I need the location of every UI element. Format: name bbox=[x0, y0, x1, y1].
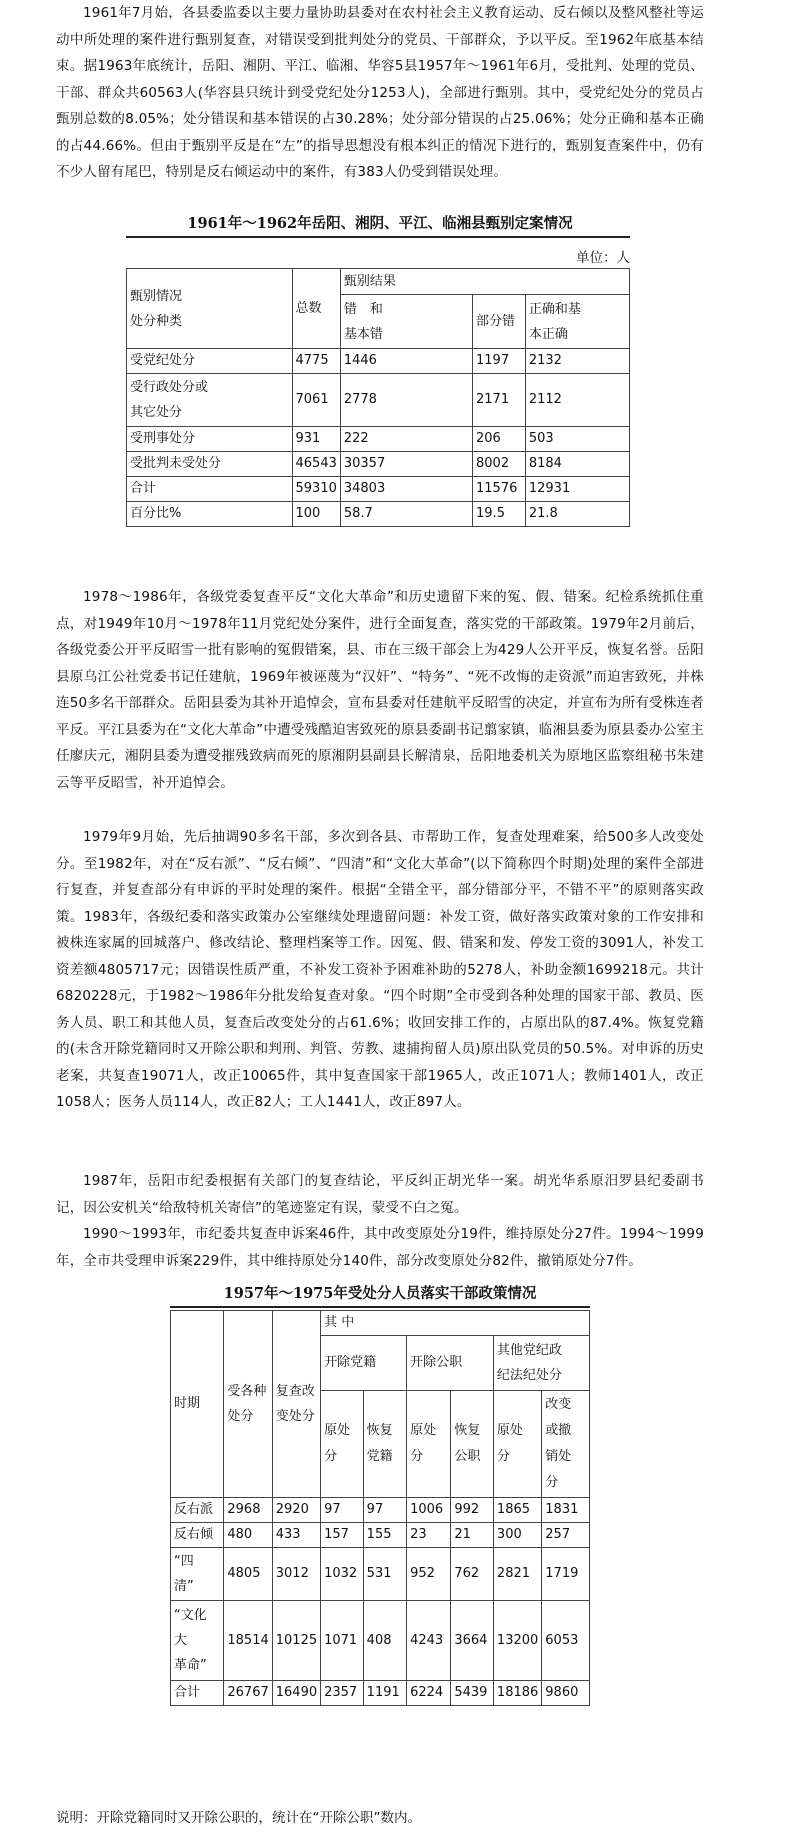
row-label: 百分比% bbox=[127, 502, 293, 527]
table2-rule bbox=[170, 1306, 590, 1308]
table-row bbox=[127, 502, 630, 527]
cell: 6224 bbox=[407, 1681, 451, 1706]
row-label: 合计 bbox=[171, 1681, 224, 1706]
cell: 12931 bbox=[525, 477, 629, 502]
cell: 1865 bbox=[493, 1498, 541, 1523]
t2-header-other: 其他党纪政 纪法纪处分 bbox=[493, 1336, 589, 1391]
table-row bbox=[171, 1548, 590, 1601]
cell: 2920 bbox=[272, 1498, 320, 1523]
cell: 1446 bbox=[340, 349, 472, 374]
t2-header-restore-job: 恢复 公职 bbox=[451, 1391, 494, 1498]
paragraph-1990s-appeals: 1990～1993年，市纪委共复查申诉案46件，其中改变原处分19件，维持原处分27件。1994～1999年，全市共受理申诉案229件，其中维持原处分140件，部分改变原处分82件，撤销原处分7件。 bbox=[56, 1226, 704, 1269]
t2-header-changed-or-revoked: 改变 或撤 销处 分 bbox=[542, 1391, 590, 1498]
t2-header-orig-2: 原处 分 bbox=[407, 1391, 451, 1498]
table-row bbox=[171, 1681, 590, 1706]
cell: 1006 bbox=[407, 1498, 451, 1523]
t2-header-orig-3: 原处 分 bbox=[493, 1391, 541, 1498]
table-row bbox=[127, 452, 630, 477]
table-row bbox=[171, 1498, 590, 1523]
paragraph-1978-review: 1978～1986年，各级党委复查平反“文化大革命”和历史遗留下来的冤、假、错案。纪检系统抓住重点，对1949年10月～1978年11月党纪处分案件，进行全面复查，落实党的干部政策。1979年2月前后，各级党委公开平反昭雪一批有影响的冤假错案，县、市在三级干部会上为429人公开平反，恢复名誉。岳阳县原乌江公社党委书记任建航，1969年被诬蔑为“汉奸”、“特务”、“死不改悔的走资派”而迫害致死，并株连50多名干部群众。岳阳县委为其补开追悼会，宣布县委对任建航平反昭雪的决定，并宣布为所有受株连者平反。平江县委为在“文化大革命”中遭受残酷迫害致死的原县委副书记翦家镇，临湘县委为原县委办公室主任廖庆元，湘阴县委为遭受摧残致病而死的原湘阴县副县长解清泉，岳阳地委机关为原地区监察组秘书朱建云等平反昭雪，补开追悼会。 bbox=[56, 589, 704, 791]
cell: 4243 bbox=[407, 1601, 451, 1681]
cell: 2171 bbox=[473, 374, 526, 427]
table-row bbox=[127, 349, 630, 374]
t2-header-period: 时期 bbox=[171, 1311, 224, 1498]
paragraph-1979-policy: 1979年9月始，先后抽调90多名干部，多次到各县、市帮助工作，复查处理难案，给500多人改变处分。至1982年，对在“反右派”、“反右倾”、“四清”和“文化大革命”(以下简称四个时期)处理的案件全部进行复查，并复查部分有申诉的平时处理的案件。根据“全错全平，部分错部分平，不错不平”的原则落实政策。1983年，各级纪委和落实政策办公室继续处理遗留问题：补发工资，做好落实政策对象的工作安排和被株连家属的回城落户、修改结论、整理档案等工作。因冤、假、错案和发、停发工资的3091人，补发工资差额4805717元；因错误性质严重，不补发工资补予困难补助的5278人，补助金额1699218元。共计6820228元，于1982～1986年分批发给复查对象。“四个时期”全市受到各种处理的国家干部、教员、医务人员、职工和其他人员，复查后改变处分的占61.6%；收回安排工作的，占原出队的87.4%。恢复党籍的(未含开除党籍同时又开除公职和判刑、判管、劳教、逮捕拘留人员)原出队党员的50.5%。对申诉的历史老案，共复查19071人，改正10065件，其中复查国家干部1965人，改正1071人；教师1401人，改正1058人；医务人员114人，改正82人；工人1441人，改正897人。 bbox=[56, 829, 704, 1110]
cell: 408 bbox=[363, 1601, 406, 1681]
row-label: 反右倾 bbox=[171, 1523, 224, 1548]
cell: 4805 bbox=[224, 1548, 272, 1601]
cell: 1197 bbox=[473, 349, 526, 374]
cell: 21 bbox=[451, 1523, 494, 1548]
cell: 3664 bbox=[451, 1601, 494, 1681]
cell: 2112 bbox=[525, 374, 629, 427]
t2-header-job-expel: 开除公职 bbox=[407, 1336, 494, 1391]
cell: 8002 bbox=[473, 452, 526, 477]
t1-header-total: 总数 bbox=[292, 269, 340, 349]
cell: 2821 bbox=[493, 1548, 541, 1601]
cell: 157 bbox=[321, 1523, 364, 1548]
t2-header-changed: 复查改 变处分 bbox=[272, 1311, 320, 1498]
cell: 16490 bbox=[272, 1681, 320, 1706]
cell: 3012 bbox=[272, 1548, 320, 1601]
t2-header-punished: 受各种 处分 bbox=[224, 1311, 272, 1498]
row-label: “文化 大 革命” bbox=[171, 1601, 224, 1681]
cell: 97 bbox=[363, 1498, 406, 1523]
cell: 59310 bbox=[292, 477, 340, 502]
table1-screening-results bbox=[126, 268, 630, 527]
cell: 1032 bbox=[321, 1548, 364, 1601]
row-label: 合计 bbox=[127, 477, 293, 502]
table1-rule bbox=[126, 236, 630, 238]
cell: 13200 bbox=[493, 1601, 541, 1681]
cell: 18186 bbox=[493, 1681, 541, 1706]
table-row bbox=[127, 427, 630, 452]
cell: 6053 bbox=[542, 1601, 590, 1681]
table-row bbox=[171, 1523, 590, 1548]
cell: 34803 bbox=[340, 477, 472, 502]
t2-header-restore-party: 恢复 党籍 bbox=[363, 1391, 406, 1498]
cell: 26767 bbox=[224, 1681, 272, 1706]
cell: 257 bbox=[542, 1523, 590, 1548]
cell: 8184 bbox=[525, 452, 629, 477]
t1-header-wrong: 错 和 基本错 bbox=[340, 295, 472, 349]
cell: 2132 bbox=[525, 349, 629, 374]
t2-header-orig-1: 原处 分 bbox=[321, 1391, 364, 1498]
cell: 1191 bbox=[363, 1681, 406, 1706]
cell: 531 bbox=[363, 1548, 406, 1601]
t1-header-category: 甄别情况 处分种类 bbox=[127, 269, 293, 349]
table1-unit: 单位：人 bbox=[576, 250, 630, 266]
paragraph-1961-screening: 1961年7月始，各县委监委以主要力量协助县委对在农村社会主义教育运动、反右倾以及整风整社等运动中所处理的案件进行甄别复查，对错误受到批判处分的党员、干部群众，予以平反。至1962年底基本结束。据1963年底统计，岳阳、湘阴、平江、临湘、华容5县1957年～1961年6月，受批判、处理的党员、干部、群众共60563人(华容县只统计到受党纪处分1253人)，全部进行甄别。其中，受党纪处分的党员占甄别总数的8.05%；处分错误和基本错误的占30.28%；处分部分错误的占25.06%；处分正确和基本正确的占44.66%。但由于甄别平反是在“左”的指导思想没有根本纠正的情况下进行的，甄别复查案件中，仍有不少人留有尾巴，特别是反右倾运动中的案件，有383人仍受到错误处理。 bbox=[56, 5, 704, 180]
t1-header-correct: 正确和基 本正确 bbox=[525, 295, 629, 349]
row-label: 受批判未受处分 bbox=[127, 452, 293, 477]
table2-title: 1957年～1975年受处分人员落实干部政策情况 bbox=[223, 1285, 537, 1302]
cell: 222 bbox=[340, 427, 472, 452]
cell: 5439 bbox=[451, 1681, 494, 1706]
cell: 762 bbox=[451, 1548, 494, 1601]
row-label: 受行政处分或 其它处分 bbox=[127, 374, 293, 427]
cell: 19.5 bbox=[473, 502, 526, 527]
cell: 155 bbox=[363, 1523, 406, 1548]
cell: 480 bbox=[224, 1523, 272, 1548]
row-label: 受党纪处分 bbox=[127, 349, 293, 374]
table-row bbox=[127, 374, 630, 427]
cell: 9860 bbox=[542, 1681, 590, 1706]
cell: 992 bbox=[451, 1498, 494, 1523]
cell: 503 bbox=[525, 427, 629, 452]
row-label: 反右派 bbox=[171, 1498, 224, 1523]
cell: 2778 bbox=[340, 374, 472, 427]
table-row bbox=[127, 477, 630, 502]
cell: 58.7 bbox=[340, 502, 472, 527]
cell: 7061 bbox=[292, 374, 340, 427]
table2-policy-implementation bbox=[170, 1310, 590, 1706]
t2-header-of-which: 其 中 bbox=[321, 1311, 590, 1336]
cell: 97 bbox=[321, 1498, 364, 1523]
cell: 1071 bbox=[321, 1601, 364, 1681]
row-label: 受刑事处分 bbox=[127, 427, 293, 452]
cell: 433 bbox=[272, 1523, 320, 1548]
cell: 952 bbox=[407, 1548, 451, 1601]
table1-title: 1961年～1962年岳阳、湘阴、平江、临湘县甄别定案情况 bbox=[187, 215, 573, 232]
cell: 30357 bbox=[340, 452, 472, 477]
cell: 18514 bbox=[224, 1601, 272, 1681]
cell: 46543 bbox=[292, 452, 340, 477]
cell: 10125 bbox=[272, 1601, 320, 1681]
cell: 206 bbox=[473, 427, 526, 452]
row-label: “四 清” bbox=[171, 1548, 224, 1601]
cell: 21.8 bbox=[525, 502, 629, 527]
t2-header-party-expel: 开除党籍 bbox=[321, 1336, 407, 1391]
cell: 300 bbox=[493, 1523, 541, 1548]
cell: 11576 bbox=[473, 477, 526, 502]
t1-header-result-group: 甄别结果 bbox=[340, 269, 629, 295]
cell: 1831 bbox=[542, 1498, 590, 1523]
cell: 4775 bbox=[292, 349, 340, 374]
cell: 1719 bbox=[542, 1548, 590, 1601]
cell: 23 bbox=[407, 1523, 451, 1548]
paragraph-1987-case: 1987年，岳阳市纪委根据有关部门的复查结论，平反纠正胡光华一案。胡光华系原汨罗县纪委副书记，因公安机关“给敌特机关寄信”的笔迹鉴定有误，蒙受不白之冤。 bbox=[56, 1173, 704, 1216]
table-row bbox=[171, 1601, 590, 1681]
cell: 2357 bbox=[321, 1681, 364, 1706]
table2-note: 说明：开除党籍同时又开除公职的，统计在“开除公职”数内。 bbox=[56, 1810, 421, 1826]
cell: 2968 bbox=[224, 1498, 272, 1523]
cell: 931 bbox=[292, 427, 340, 452]
t1-header-partial: 部分错 bbox=[473, 295, 526, 349]
cell: 100 bbox=[292, 502, 340, 527]
